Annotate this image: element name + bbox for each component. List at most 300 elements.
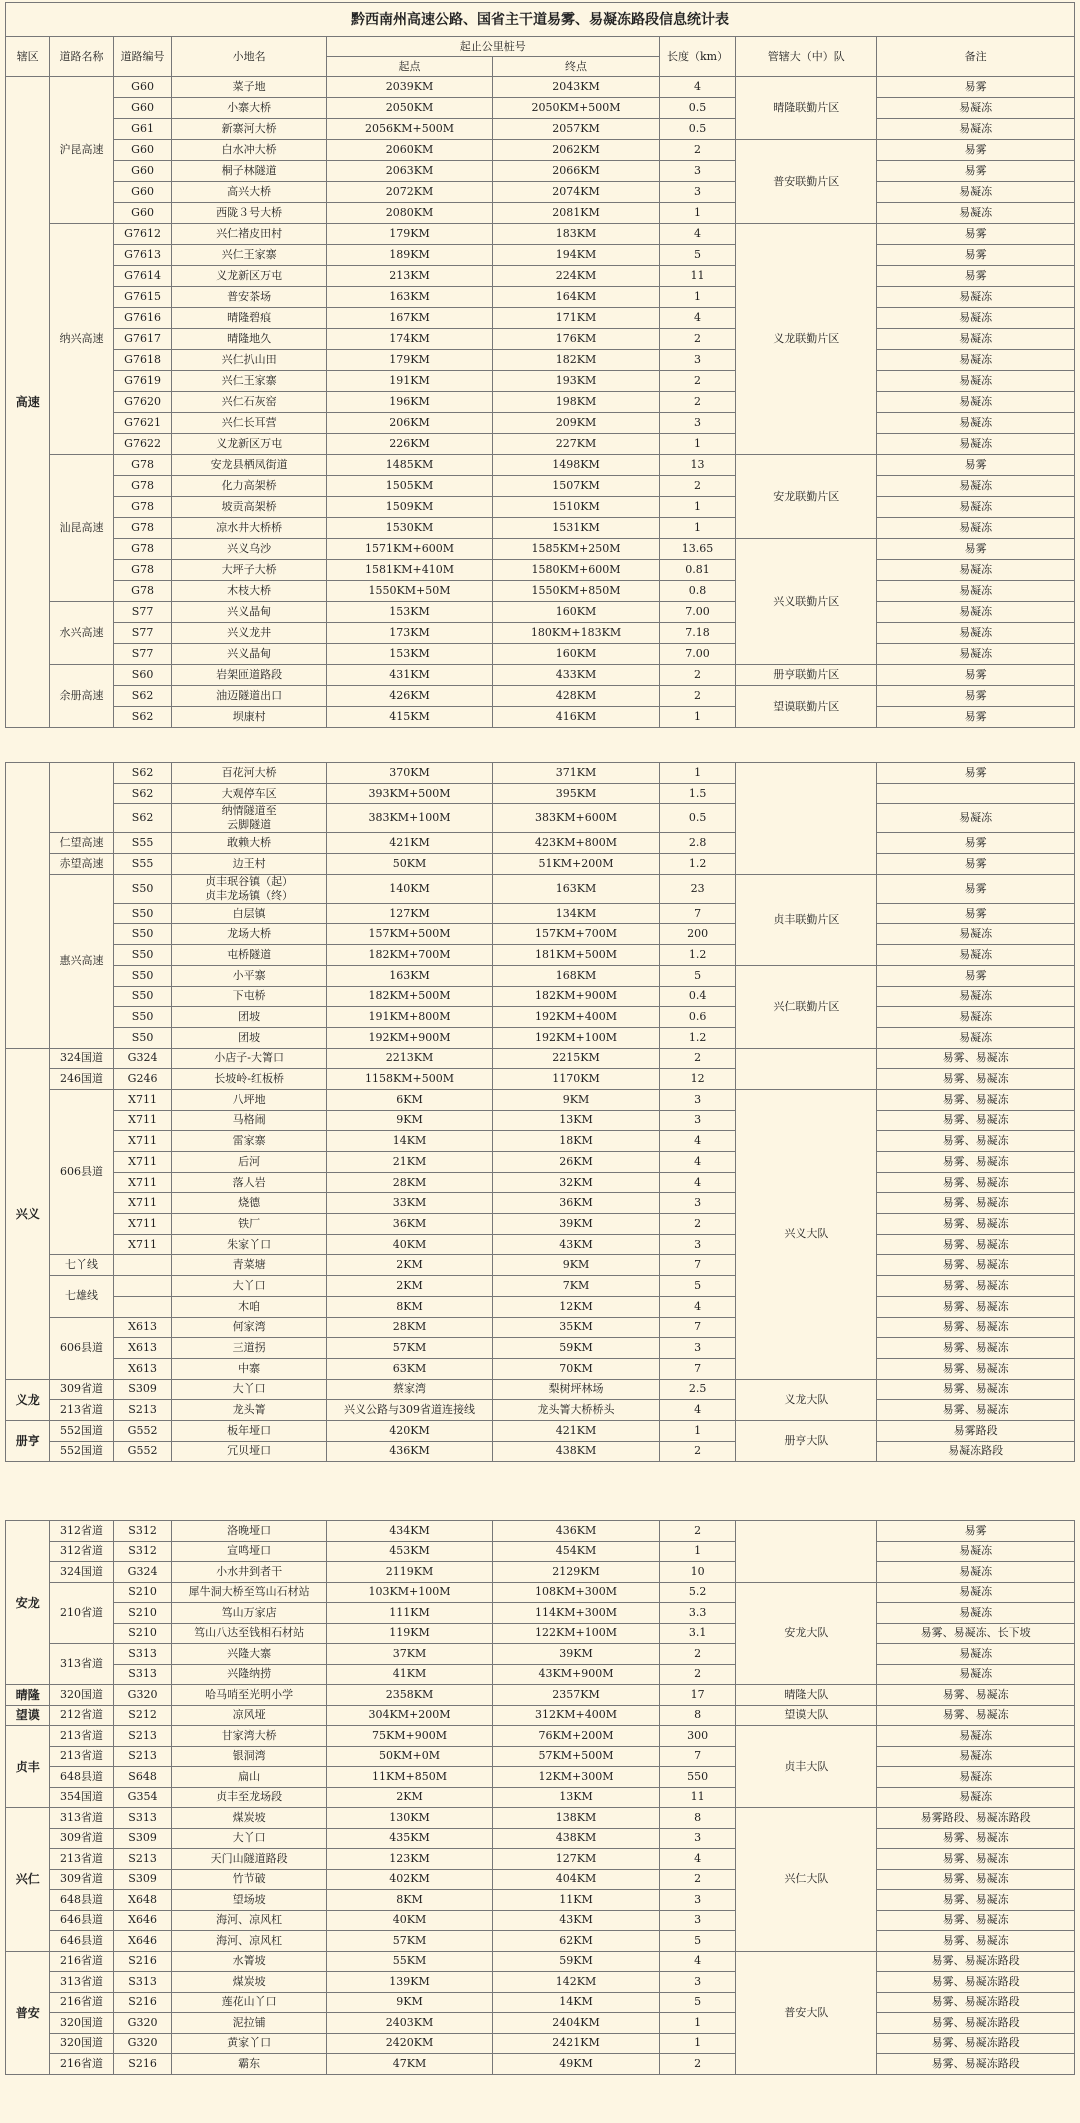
- start-stake-cell: 57KM: [326, 1931, 493, 1952]
- length-cell: 2: [659, 686, 736, 707]
- place-cell: 兴隆大寨: [172, 1644, 326, 1665]
- end-stake-cell: 35KM: [493, 1317, 660, 1338]
- note-cell: 易雾: [877, 833, 1075, 854]
- table-row: [6, 1972, 1075, 1993]
- road-code-cell: S213: [113, 1400, 172, 1421]
- squad-cell: 晴隆联勤片区: [736, 77, 877, 140]
- road-code-cell: S50: [113, 874, 172, 903]
- length-cell: 4: [659, 1849, 736, 1870]
- start-stake-cell: 63KM: [326, 1358, 493, 1379]
- note-cell: 易凝冻: [877, 1582, 1075, 1603]
- header-squad: 管辖大（中）队: [736, 37, 877, 77]
- note-cell: 易雾、易凝冻: [877, 1317, 1075, 1338]
- place-cell: 晴隆碧痕: [172, 308, 326, 329]
- place-cell: 竹节破: [172, 1869, 326, 1890]
- road-code-cell: G60: [113, 140, 172, 161]
- header-road-code: 道路编号: [113, 37, 172, 77]
- end-stake-cell: 198KM: [493, 392, 659, 413]
- road-code-cell: X613: [113, 1317, 172, 1338]
- squad-cell: 普安联勤片区: [736, 140, 877, 224]
- length-cell: 13: [659, 455, 736, 476]
- note-cell: 易雾、易凝冻: [877, 1358, 1075, 1379]
- squad-cell: [736, 1048, 877, 1089]
- start-stake-cell: 1571KM+600M: [326, 539, 492, 560]
- length-cell: 1: [659, 287, 736, 308]
- note-cell: 易雾: [877, 77, 1075, 98]
- start-stake-cell: 兴义公路与309省道连接线: [326, 1400, 493, 1421]
- road-code-cell: G60: [113, 203, 172, 224]
- table-row: [6, 783, 1075, 804]
- place-cell: 大丫口: [172, 1828, 326, 1849]
- place-cell: 大丫口: [172, 1379, 326, 1400]
- end-stake-cell: 13KM: [493, 1110, 660, 1131]
- start-stake-cell: 434KM: [326, 1521, 493, 1542]
- place-cell: 后河: [172, 1152, 326, 1173]
- note-cell: 易凝冻: [877, 476, 1075, 497]
- road-code-cell: S210: [113, 1623, 172, 1644]
- start-stake-cell: 2119KM: [326, 1562, 493, 1583]
- start-stake-cell: 1158KM+500M: [326, 1069, 493, 1090]
- note-cell: 易雾、易凝冻、长下坡: [877, 1623, 1075, 1644]
- header-place: 小地名: [172, 37, 326, 77]
- note-cell: 易凝冻: [877, 804, 1075, 833]
- note-cell: 易雾: [877, 874, 1075, 903]
- length-cell: 2: [659, 329, 736, 350]
- road-code-cell: S212: [113, 1705, 172, 1726]
- road-code-cell: S62: [113, 686, 172, 707]
- table-row: [6, 1828, 1075, 1849]
- start-stake-cell: 179KM: [326, 350, 492, 371]
- end-stake-cell: 127KM: [493, 1849, 660, 1870]
- road-name-cell: 汕昆高速: [50, 455, 113, 602]
- road-name-cell: 246国道: [50, 1069, 113, 1090]
- length-cell: 4: [659, 308, 736, 329]
- start-stake-cell: 421KM: [326, 833, 493, 854]
- table-row: [6, 539, 1075, 560]
- end-stake-cell: 39KM: [493, 1214, 660, 1235]
- end-stake-cell: 14KM: [493, 1992, 660, 2013]
- road-name-cell: 320国道: [50, 2033, 113, 2054]
- end-stake-cell: 51KM+200M: [493, 854, 660, 875]
- table-row: [6, 1623, 1075, 1644]
- note-cell: 易雾、易凝冻: [877, 1338, 1075, 1359]
- end-stake-cell: 224KM: [493, 266, 659, 287]
- road-code-cell: G320: [113, 2013, 172, 2034]
- road-name-cell: 324国道: [50, 1562, 113, 1583]
- road-code-cell: G246: [113, 1069, 172, 1090]
- place-cell: 大坪子大桥: [172, 560, 326, 581]
- length-cell: 1: [659, 518, 736, 539]
- start-stake-cell: 14KM: [326, 1131, 493, 1152]
- end-stake-cell: 1585KM+250M: [493, 539, 659, 560]
- place-cell: 小平寨: [172, 965, 326, 986]
- place-cell: 冗贝垭口: [172, 1441, 326, 1462]
- length-cell: 3: [659, 182, 736, 203]
- place-cell: 新寨河大桥: [172, 119, 326, 140]
- length-cell: 2.5: [659, 1379, 736, 1400]
- end-stake-cell: 2050KM+500M: [493, 98, 659, 119]
- table-row: [6, 854, 1075, 875]
- road-name-cell: 320国道: [50, 2013, 113, 2034]
- length-cell: 0.8: [659, 581, 736, 602]
- road-code-cell: S62: [113, 707, 172, 728]
- place-cell: 木咱: [172, 1296, 326, 1317]
- length-cell: 7.00: [659, 602, 736, 623]
- length-cell: 2: [659, 140, 736, 161]
- road-code-cell: G78: [113, 581, 172, 602]
- table-row: [6, 2054, 1075, 2075]
- place-cell: 龙场大桥: [172, 924, 326, 945]
- note-cell: 易雾、易凝冻: [877, 1069, 1075, 1090]
- start-stake-cell: 431KM: [326, 665, 492, 686]
- place-cell: 犀牛洞大桥至笃山石材站: [172, 1582, 326, 1603]
- place-cell: 兴隆纳捞: [172, 1664, 326, 1685]
- length-cell: 3: [659, 1338, 736, 1359]
- place-cell: 团坡: [172, 1027, 326, 1048]
- length-cell: 4: [659, 1951, 736, 1972]
- squad-cell: 兴义大队: [736, 1089, 877, 1379]
- length-cell: 3: [659, 350, 736, 371]
- note-cell: 易雾: [877, 539, 1075, 560]
- squad-cell: 望谟联勤片区: [736, 686, 877, 728]
- place-cell: 板年垭口: [172, 1420, 326, 1441]
- district-cell: 晴隆: [6, 1685, 50, 1706]
- place-cell: 兴义乌沙: [172, 539, 326, 560]
- road-name-cell: 210省道: [50, 1582, 113, 1644]
- length-cell: 4: [659, 77, 736, 98]
- length-cell: 4: [659, 1152, 736, 1173]
- note-cell: 易雾: [877, 224, 1075, 245]
- table-row: [6, 763, 1075, 784]
- start-stake-cell: 50KM: [326, 854, 493, 875]
- end-stake-cell: 138KM: [493, 1808, 660, 1829]
- place-cell: 兴仁王家寨: [172, 371, 326, 392]
- road-code-cell: G78: [113, 518, 172, 539]
- road-name-cell: 213省道: [50, 1726, 113, 1747]
- start-stake-cell: 182KM+500M: [326, 986, 493, 1007]
- note-cell: 易雾: [877, 854, 1075, 875]
- length-cell: 4: [659, 1172, 736, 1193]
- end-stake-cell: 404KM: [493, 1869, 660, 1890]
- place-cell: 凉水井大桥桥: [172, 518, 326, 539]
- start-stake-cell: 37KM: [326, 1644, 493, 1665]
- end-stake-cell: 383KM+600M: [493, 804, 660, 833]
- table-row: [6, 665, 1075, 686]
- place-cell: 泥拉铺: [172, 2013, 326, 2034]
- end-stake-cell: 193KM: [493, 371, 659, 392]
- end-stake-cell: 13KM: [493, 1787, 660, 1808]
- squad-cell: 兴仁大队: [736, 1808, 877, 1952]
- end-stake-cell: 59KM: [493, 1951, 660, 1972]
- note-cell: 易雾、易凝冻: [877, 1089, 1075, 1110]
- place-cell: 贞丰至龙场段: [172, 1787, 326, 1808]
- start-stake-cell: 2KM: [326, 1255, 493, 1276]
- table-row: [6, 903, 1075, 924]
- start-stake-cell: 435KM: [326, 1828, 493, 1849]
- place-cell: 兴仁王家寨: [172, 245, 326, 266]
- table-row: [6, 1089, 1075, 1110]
- start-stake-cell: 2050KM: [326, 98, 492, 119]
- note-cell: 易雾、易凝冻: [877, 1214, 1075, 1235]
- table-row: [6, 1890, 1075, 1911]
- table-row: [6, 287, 1075, 308]
- note-cell: 易雾: [877, 707, 1075, 728]
- start-stake-cell: 226KM: [326, 434, 492, 455]
- note-cell: 易雾、易凝冻: [877, 1048, 1075, 1069]
- road-code-cell: X711: [113, 1152, 172, 1173]
- district-cell: 兴仁: [6, 1808, 50, 1952]
- note-cell: 易凝冻: [877, 1603, 1075, 1624]
- note-cell: [877, 783, 1075, 804]
- start-stake-cell: 213KM: [326, 266, 492, 287]
- district-cell: 义龙: [6, 1379, 50, 1420]
- road-code-cell: G320: [113, 2033, 172, 2054]
- end-stake-cell: 12KM: [493, 1296, 660, 1317]
- start-stake-cell: 28KM: [326, 1317, 493, 1338]
- start-stake-cell: 28KM: [326, 1172, 493, 1193]
- table-row: [6, 266, 1075, 287]
- start-stake-cell: 192KM+900M: [326, 1027, 493, 1048]
- start-stake-cell: 111KM: [326, 1603, 493, 1624]
- road-code-cell: S313: [113, 1972, 172, 1993]
- district-cell: 普安: [6, 1951, 50, 2074]
- note-cell: 易雾、易凝冻: [877, 1152, 1075, 1173]
- district-cell: 兴义: [6, 1048, 50, 1379]
- end-stake-cell: 12KM+300M: [493, 1767, 660, 1788]
- note-cell: 易凝冻: [877, 986, 1075, 1007]
- place-cell: 中寨: [172, 1358, 326, 1379]
- header-start: 起点: [326, 57, 492, 77]
- place-cell: 木枝大桥: [172, 581, 326, 602]
- length-cell: 5: [659, 1992, 736, 2013]
- road-code-cell: S62: [113, 804, 172, 833]
- place-cell: 屯桥隧道: [172, 945, 326, 966]
- place-cell: 黄家丫口: [172, 2033, 326, 2054]
- place-cell: 马格闹: [172, 1110, 326, 1131]
- note-cell: 易凝冻: [877, 1746, 1075, 1767]
- place-cell-line2: 贞丰龙场镇（终）: [205, 888, 294, 902]
- end-stake-cell: 157KM+700M: [493, 924, 660, 945]
- start-stake-cell: 179KM: [326, 224, 492, 245]
- start-stake-cell: 426KM: [326, 686, 492, 707]
- road-code-cell: G552: [113, 1441, 172, 1462]
- end-stake-cell: 2404KM: [493, 2013, 660, 2034]
- start-stake-cell: 蔡家湾: [326, 1379, 493, 1400]
- table-part-3: [5, 1520, 1075, 2075]
- length-cell: 3: [659, 1910, 736, 1931]
- note-cell: 易雾、易凝冻: [877, 1685, 1075, 1706]
- table-row: [6, 686, 1075, 707]
- place-cell: 铁厂: [172, 1214, 326, 1235]
- road-name-cell: 324国道: [50, 1048, 113, 1069]
- road-code-cell: X613: [113, 1358, 172, 1379]
- end-stake-cell: 227KM: [493, 434, 659, 455]
- note-cell: 易凝冻: [877, 392, 1075, 413]
- table-row: [6, 455, 1075, 476]
- length-cell: 1.2: [659, 1027, 736, 1048]
- start-stake-cell: 173KM: [326, 623, 492, 644]
- table-row: [6, 2013, 1075, 2034]
- length-cell: 1: [659, 1541, 736, 1562]
- end-stake-cell: 7KM: [493, 1276, 660, 1297]
- road-code-cell: G78: [113, 476, 172, 497]
- start-stake-cell: 2072KM: [326, 182, 492, 203]
- table-row: [6, 1193, 1075, 1214]
- road-code-cell: G60: [113, 161, 172, 182]
- end-stake-cell: 423KM+800M: [493, 833, 660, 854]
- start-stake-cell: 50KM+0M: [326, 1746, 493, 1767]
- table-row: [6, 2033, 1075, 2054]
- start-stake-cell: 2063KM: [326, 161, 492, 182]
- length-cell: 0.5: [659, 804, 736, 833]
- end-stake-cell: 192KM+100M: [493, 1027, 660, 1048]
- road-name-cell: 313省道: [50, 1808, 113, 1829]
- place-cell: 哈马哨至光明小学: [172, 1685, 326, 1706]
- table-row: [6, 518, 1075, 539]
- place-cell: 煤炭坡: [172, 1808, 326, 1829]
- note-cell: 易雾: [877, 161, 1075, 182]
- road-code-cell: S77: [113, 644, 172, 665]
- note-cell: 易雾、易凝冻: [877, 1890, 1075, 1911]
- table-row: [6, 623, 1075, 644]
- end-stake-cell: 2074KM: [493, 182, 659, 203]
- table-row: [6, 1317, 1075, 1338]
- table-row: [6, 1603, 1075, 1624]
- note-cell: 易雾、易凝冻: [877, 1131, 1075, 1152]
- length-cell: 2: [659, 2054, 736, 2075]
- place-cell: 岩架匝道路段: [172, 665, 326, 686]
- table-row: [6, 1255, 1075, 1276]
- start-stake-cell: 119KM: [326, 1623, 493, 1644]
- length-cell: 13.65: [659, 539, 736, 560]
- end-stake-cell: 2062KM: [493, 140, 659, 161]
- end-stake-cell: 160KM: [493, 602, 659, 623]
- length-cell: 2.8: [659, 833, 736, 854]
- road-code-cell: G324: [113, 1048, 172, 1069]
- road-code-cell: G78: [113, 455, 172, 476]
- table-row: [6, 350, 1075, 371]
- place-cell: 白水冲大桥: [172, 140, 326, 161]
- length-cell: 0.4: [659, 986, 736, 1007]
- place-cell: 纳情隧道至 云脚隧道: [172, 804, 326, 833]
- place-cell: 菜子地: [172, 77, 326, 98]
- place-cell: 百花河大桥: [172, 763, 326, 784]
- note-cell: 易雾、易凝冻: [877, 1931, 1075, 1952]
- start-stake-cell: 57KM: [326, 1338, 493, 1359]
- place-cell: 烧德: [172, 1193, 326, 1214]
- start-stake-cell: 2358KM: [326, 1685, 493, 1706]
- table-row: [6, 413, 1075, 434]
- table-row: [6, 140, 1075, 161]
- road-code-cell: S213: [113, 1746, 172, 1767]
- note-cell: 易雾: [877, 763, 1075, 784]
- road-code-cell: G78: [113, 539, 172, 560]
- end-stake-cell: 438KM: [493, 1441, 660, 1462]
- table-row: [6, 1521, 1075, 1542]
- length-cell: 3: [659, 1234, 736, 1255]
- table-row: [6, 707, 1075, 728]
- table-row: [6, 1992, 1075, 2013]
- end-stake-cell: 1531KM: [493, 518, 659, 539]
- place-cell: 八坪地: [172, 1089, 326, 1110]
- road-code-cell: X711: [113, 1110, 172, 1131]
- table-row: [6, 1007, 1075, 1028]
- road-code-cell: S50: [113, 1007, 172, 1028]
- note-cell: 易雾: [877, 1521, 1075, 1542]
- start-stake-cell: 393KM+500M: [326, 783, 493, 804]
- table-row: [6, 1048, 1075, 1069]
- end-stake-cell: 182KM+900M: [493, 986, 660, 1007]
- note-cell: 易凝冻: [877, 623, 1075, 644]
- header-length: 长度（km）: [659, 37, 736, 77]
- length-cell: 200: [659, 924, 736, 945]
- note-cell: 易雾: [877, 903, 1075, 924]
- squad-cell: 册亨联勤片区: [736, 665, 877, 686]
- place-cell: 油迈隧道出口: [172, 686, 326, 707]
- length-cell: 2: [659, 1869, 736, 1890]
- length-cell: 7: [659, 1746, 736, 1767]
- table-row: [6, 1664, 1075, 1685]
- note-cell: 易凝冻: [877, 1644, 1075, 1665]
- start-stake-cell: 402KM: [326, 1869, 493, 1890]
- end-stake-cell: 209KM: [493, 413, 659, 434]
- length-cell: 2: [659, 392, 736, 413]
- note-cell: 易凝冻: [877, 1562, 1075, 1583]
- road-name-cell: 七丫线: [50, 1255, 113, 1276]
- place-cell: 宣鸣垭口: [172, 1541, 326, 1562]
- place-cell: 兴仁石灰窑: [172, 392, 326, 413]
- place-cell: 兴仁长耳营: [172, 413, 326, 434]
- end-stake-cell: 70KM: [493, 1358, 660, 1379]
- road-code-cell: [113, 1255, 172, 1276]
- table-row: [6, 371, 1075, 392]
- squad-cell: 晴隆大队: [736, 1685, 877, 1706]
- start-stake-cell: 55KM: [326, 1951, 493, 1972]
- end-stake-cell: 49KM: [493, 2054, 660, 2075]
- length-cell: 3: [659, 413, 736, 434]
- end-stake-cell: 43KM: [493, 1910, 660, 1931]
- squad-cell: 义龙联勤片区: [736, 224, 877, 455]
- road-code-cell: X711: [113, 1172, 172, 1193]
- length-cell: 2: [659, 665, 736, 686]
- road-code-cell: X648: [113, 1890, 172, 1911]
- place-cell: 三道拐: [172, 1338, 326, 1359]
- road-name-cell: 606县道: [50, 1317, 113, 1379]
- place-cell: 白层镇: [172, 903, 326, 924]
- place-cell: 笃山八达至钱相石材站: [172, 1623, 326, 1644]
- road-name-cell: [50, 763, 113, 833]
- start-stake-cell: 2080KM: [326, 203, 492, 224]
- table-row: [6, 1379, 1075, 1400]
- start-stake-cell: 383KM+100M: [326, 804, 493, 833]
- length-cell: 0.6: [659, 1007, 736, 1028]
- note-cell: 易雾: [877, 266, 1075, 287]
- place-cell: 坡贡高架桥: [172, 497, 326, 518]
- end-stake-cell: 2066KM: [493, 161, 659, 182]
- note-cell: 易凝冻: [877, 1767, 1075, 1788]
- table-row: [6, 1172, 1075, 1193]
- place-cell: 煤炭坡: [172, 1972, 326, 1993]
- length-cell: 4: [659, 224, 736, 245]
- end-stake-cell: 192KM+400M: [493, 1007, 660, 1028]
- length-cell: 3: [659, 1110, 736, 1131]
- start-stake-cell: 130KM: [326, 1808, 493, 1829]
- place-cell: 扁山: [172, 1767, 326, 1788]
- length-cell: 1: [659, 1420, 736, 1441]
- start-stake-cell: 453KM: [326, 1541, 493, 1562]
- place-cell: 水箐坡: [172, 1951, 326, 1972]
- start-stake-cell: 103KM+100M: [326, 1582, 493, 1603]
